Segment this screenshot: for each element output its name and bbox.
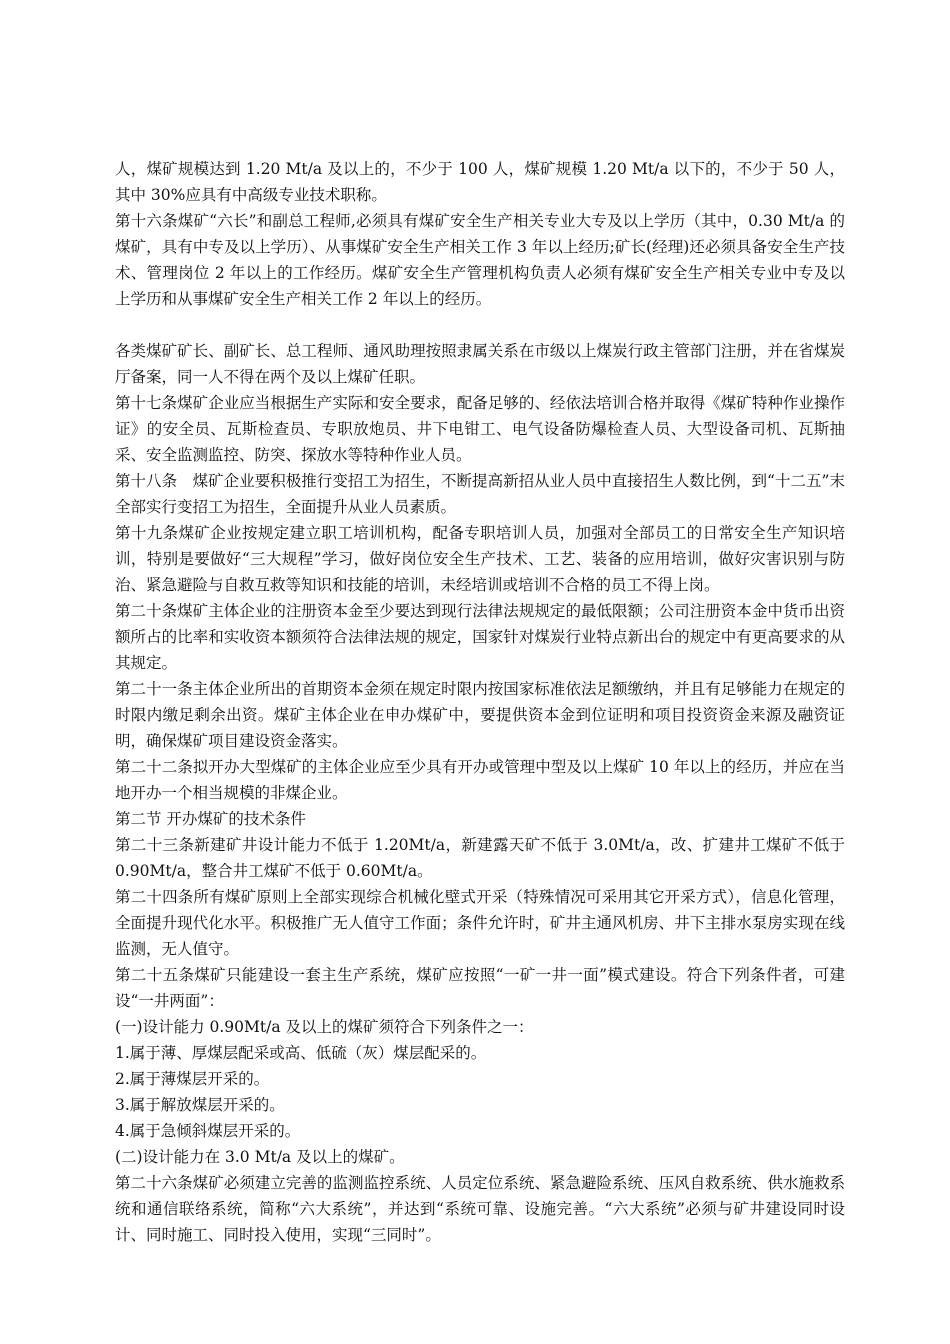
paragraph-article-17: 第十七条煤矿企业应当根据生产实际和安全要求，配备足够的、经依法培训合格并取得《煤矿特种作业操作证》的安全员、瓦斯检查员、专职放炮员、井下电钳工、电气设备防爆检查人员、大型设备司机、瓦斯抽采、安全监测监控、防突、探放水等特种作业人员。 [115, 394, 845, 464]
list-item-sub-2: 2.属于薄煤层开采的。 [115, 1070, 270, 1088]
list-item-sub-4: 4.属于急倾斜煤层开采的。 [115, 1122, 301, 1140]
list-item-sub-1: 1.属于薄、厚煤层配采或高、低硫（灰）煤层配采的。 [115, 1044, 487, 1062]
paragraph-article-24: 第二十四条所有煤矿原则上全部实现综合机械化壁式开采（特殊情况可采用其它开采方式），信息化管理，全面提升现代化水平。积极推广无人值守工作面；条件允许时，矿井主通风机房、井下主排水泵房实现在线监测，无人值守。 [115, 888, 845, 958]
paragraph-article-20: 第二十条煤矿主体企业的注册资本金至少要达到现行法律法规规定的最低限额；公司注册资本金中货币出资额所占的比率和实收资本额须符合法律法规的规定，国家针对煤炭行业特点新出台的规定中有更高要求的从其规定。 [115, 602, 845, 672]
paragraph-registration: 各类煤矿矿长、副矿长、总工程师、通风助理按照隶属关系在市级以上煤炭行政主管部门注册，并在省煤炭厅备案，同一人不得在两个及以上煤矿任职。 [115, 342, 845, 386]
paragraph-article-21: 第二十一条主体企业所出的首期资本金须在规定时限内按国家标准依法足额缴纳，并且有足够能力在规定的时限内缴足剩余出资。煤矿主体企业在申办煤矿中，要提供资本金到位证明和项目投资资金来源及融资证明，确保煤矿项目建设资金落实。 [115, 680, 845, 750]
section-heading: 第二节 开办煤矿的技术条件 [115, 810, 306, 828]
paragraph-article-25: 第二十五条煤矿只能建设一套主生产系统，煤矿应按照“一矿一井一面”模式建设。符合下列条件者，可建设“一井两面”： [115, 966, 845, 1010]
paragraph-article-22: 第二十二条拟开办大型煤矿的主体企业应至少具有开办或管理中型及以上煤矿 10 年以上的经历，并应在当地开办一个相当规模的非煤企业。 [115, 758, 845, 802]
list-item-sub-3: 3.属于解放煤层开采的。 [115, 1096, 285, 1114]
paragraph-article-26: 第二十六条煤矿必须建立完善的监测监控系统、人员定位系统、紧急避险系统、压风自救系统、供水施救系统和通信联络系统，简称“六大系统”，并达到“系统可靠、设施完善。“六大系统”必须与矿井建设同时设计、同时施工、同时投入使用，实现“三同时”。 [115, 1174, 845, 1244]
paragraph-article-18: 第十八条 煤矿企业要积极推行变招工为招生，不断提高新招从业人员中直接招生人数比例，到“十二五”末全部实行变招工为招生，全面提升从业人员素质。 [115, 472, 845, 516]
paragraph-article-19: 第十九条煤矿企业按规定建立职工培训机构，配备专职培训人员，加强对全部员工的日常安全生产知识培训，特别是要做好“三大规程”学习，做好岗位安全生产技术、工艺、装备的应用培训，做好灾害识别与防治、紧急避险与自救互救等知识和技能的培训，未经培训或培训不合格的员工不得上岗。 [115, 524, 845, 594]
paragraph-article-23: 第二十三条新建矿井设计能力不低于 1.20Mt/a，新建露天矿不低于 3.0Mt/a，改、扩建井工煤矿不低于 0.90Mt/a，整合井工煤矿不低于 0.60Mt/a。 [115, 836, 845, 880]
document-body [115, 156, 845, 1248]
paragraph-article-16: 第十六条煤矿“六长”和副总工程师,必须具有煤矿安全生产相关专业大专及以上学历（其中，0.30 Mt/a 的煤矿，具有中专及以上学历）、从事煤矿安全生产相关工作 3 年以上经历;矿长(经理)还必须具备安全生产技术、管理岗位 2 年以上的工作经历。煤矿安全生产管理机构负责人必须有煤矿安全生产相关专业中专及以上学历和从事煤矿安全生产相关工作 2 年以上的经历。 [115, 212, 845, 308]
list-item-condition-1: (一)设计能力 0.90Mt/a 及以上的煤矿须符合下列条件之一： [115, 1018, 534, 1036]
list-item-condition-2: (二)设计能力在 3.0 Mt/a 及以上的煤矿。 [115, 1148, 405, 1166]
paragraph-spacer [115, 312, 845, 338]
paragraph-staffing-requirement: 人，煤矿规模达到 1.20 Mt/a 及以上的，不少于 100 人，煤矿规模 1.20 Mt/a 以下的，不少于 50 人，其中 30%应具有中高级专业技术职称。 [115, 160, 845, 204]
